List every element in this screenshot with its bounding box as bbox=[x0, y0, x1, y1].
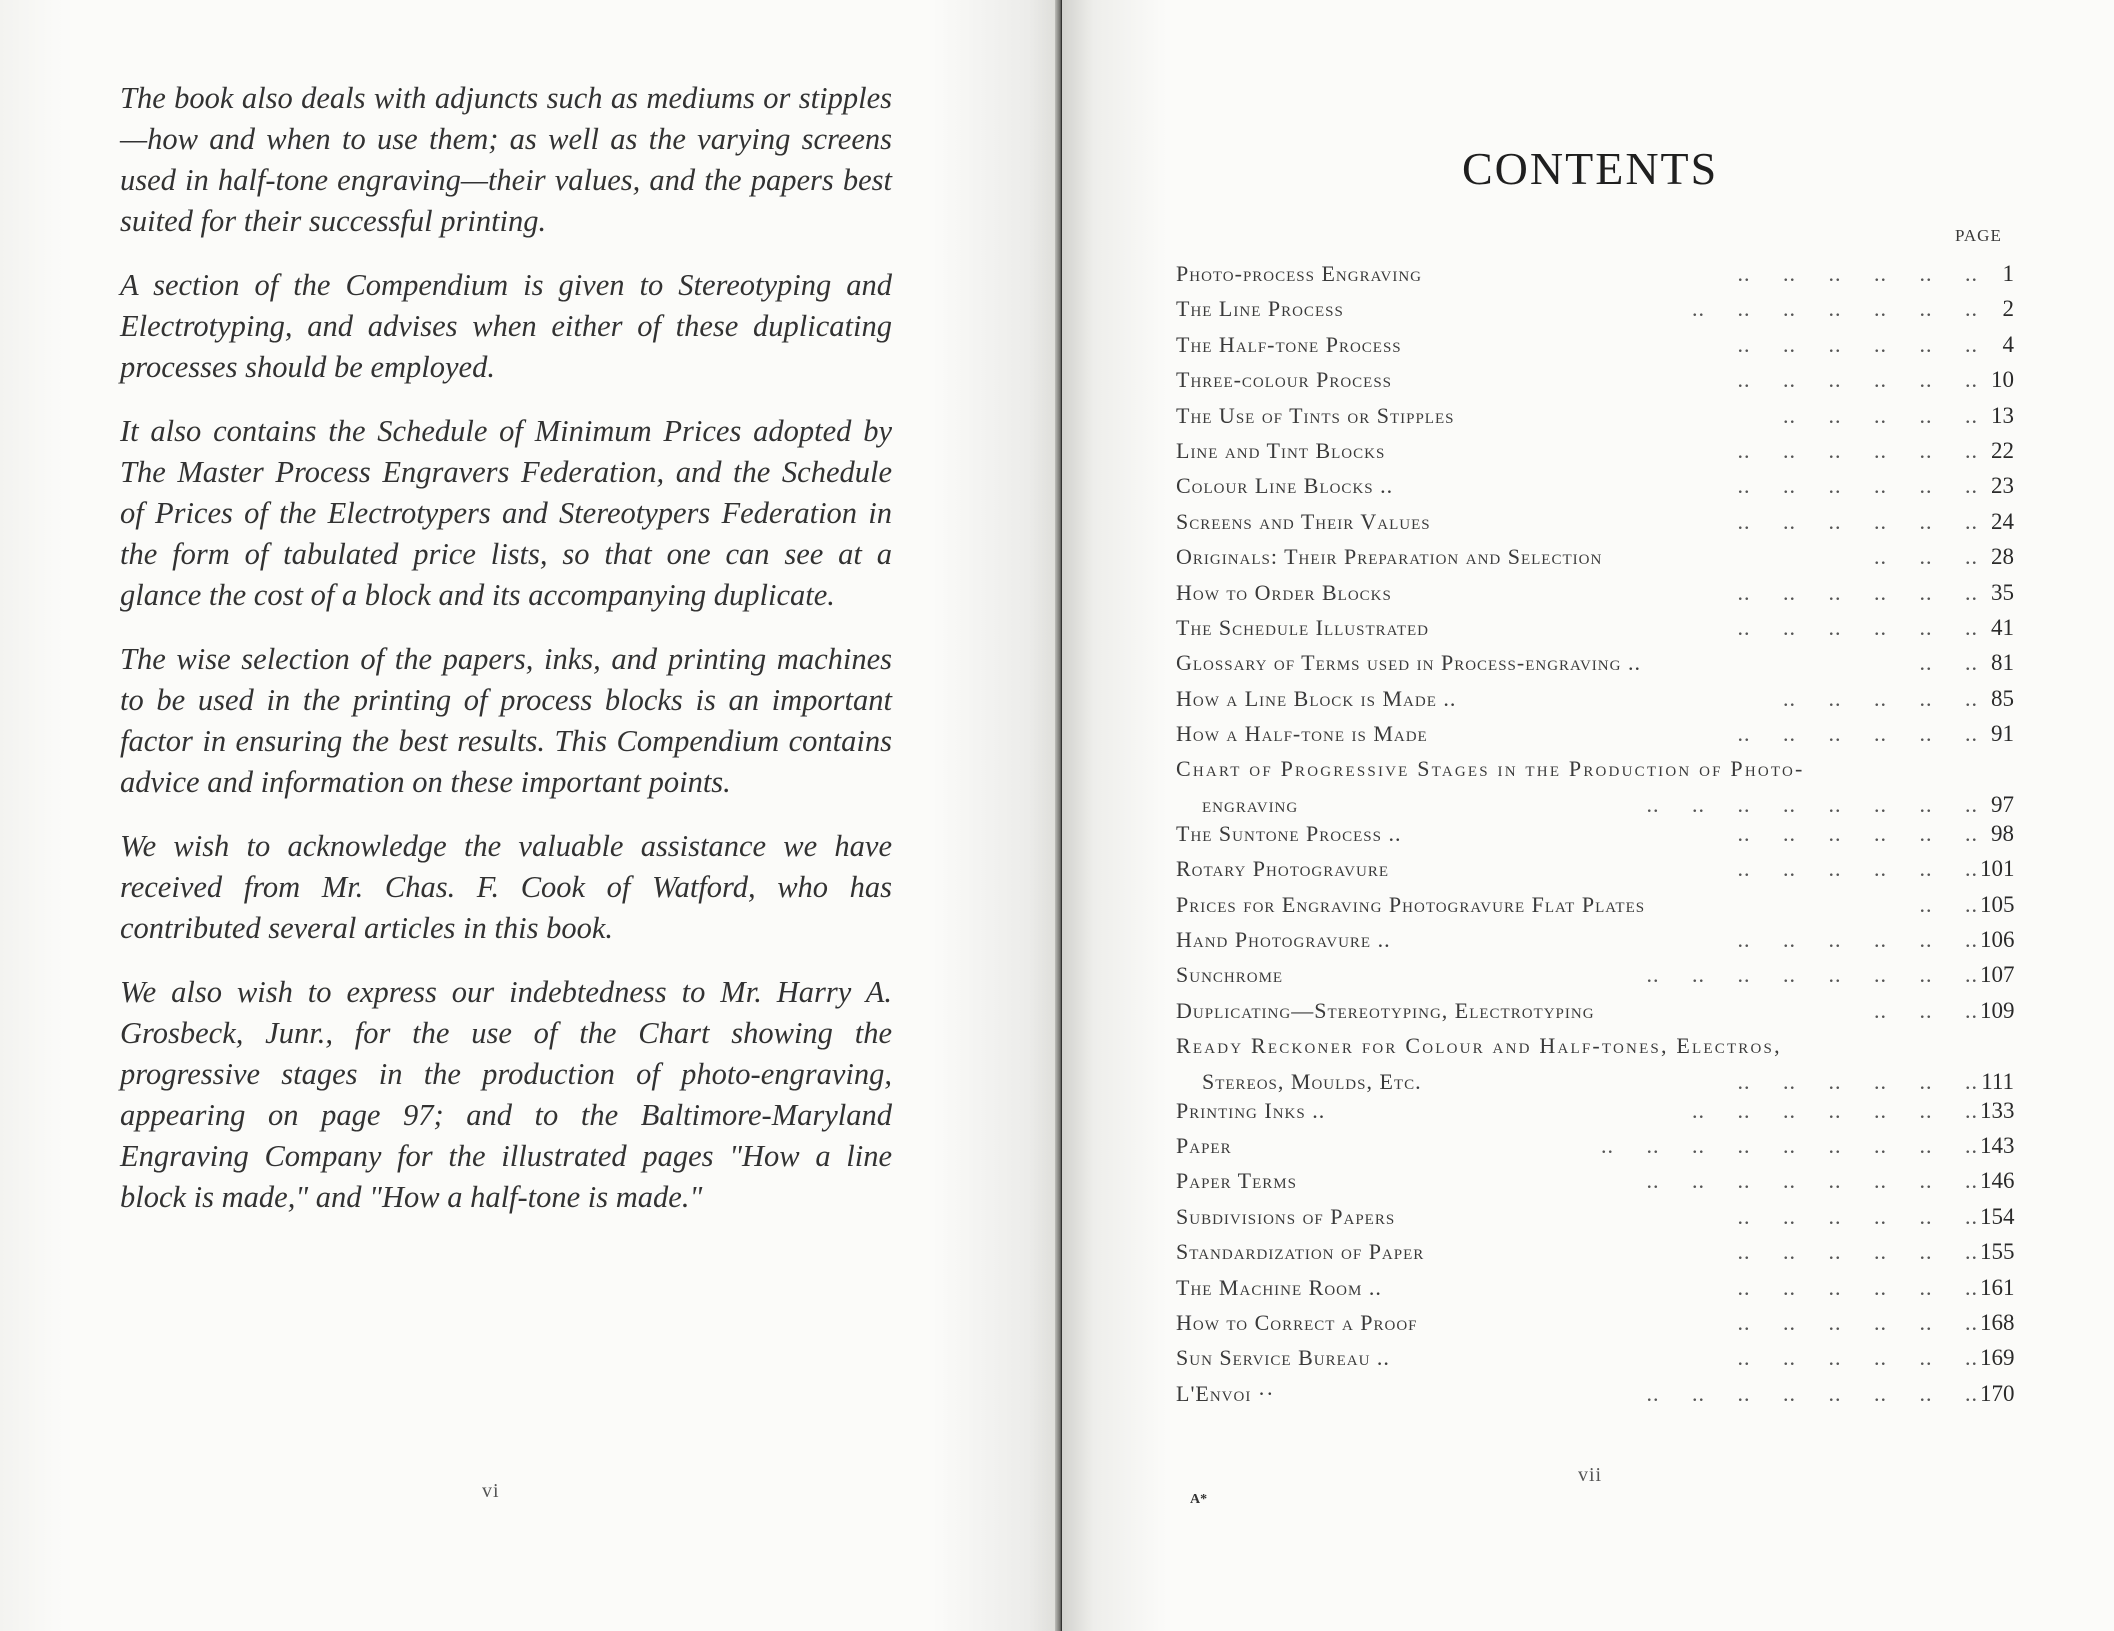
toc-page-number: 109 bbox=[1980, 997, 2015, 1023]
toc-page-number: 161 bbox=[1980, 1274, 2015, 1300]
toc-entry-title: How a Line Block is Made .. bbox=[1176, 685, 1457, 711]
toc-entry bbox=[1176, 1094, 2014, 1129]
toc-entry-title: Chart of Progressive Stages in the Production of Photo- bbox=[1176, 756, 1805, 782]
toc-entry-title: Stereos, Moulds, Etc. bbox=[1202, 1068, 1422, 1094]
toc-entry-title: Colour Line Blocks .. bbox=[1176, 473, 1394, 499]
toc-page-number: 133 bbox=[1980, 1097, 2015, 1123]
toc-entry-title: Ready Reckoner for Colour and Half-tones, Electros, bbox=[1176, 1033, 1782, 1059]
toc-entry bbox=[1176, 1065, 2014, 1094]
toc-entry bbox=[1176, 817, 2014, 852]
toc-entry-title: How to Order Blocks bbox=[1176, 579, 1392, 605]
toc-leader-dots: .. .. .. .. .. .. .. .. bbox=[1646, 1380, 1978, 1406]
toc-entry bbox=[1176, 923, 2014, 958]
toc-entry-title: Subdivisions of Papers bbox=[1176, 1203, 1396, 1229]
toc-entry-title: Glossary of Terms used in Process-engraving .. bbox=[1176, 650, 1641, 676]
toc-entry-title: The Use of Tints or Stipples bbox=[1176, 402, 1455, 428]
toc-entry-title: L'Envoi ·· bbox=[1176, 1380, 1275, 1406]
toc-leader-dots: .. .. .. .. .. .. bbox=[1737, 820, 1978, 846]
toc-page-number: 91 bbox=[1991, 721, 2014, 747]
toc-entry bbox=[1176, 994, 2014, 1029]
toc-entry-title: Prices for Engraving Photogravure Flat Plates bbox=[1176, 891, 1646, 917]
toc-entry bbox=[1176, 958, 2014, 993]
toc-entry-title: Three-colour Process bbox=[1176, 367, 1393, 393]
toc-entry-title: How to Correct a Proof bbox=[1176, 1309, 1418, 1335]
toc-leader-dots: .. .. bbox=[1919, 891, 1978, 917]
toc-entry bbox=[1176, 646, 2014, 681]
toc-page-number: 105 bbox=[1980, 891, 2015, 917]
toc-leader-dots: .. .. .. .. .. .. bbox=[1737, 721, 1978, 747]
toc-leader-dots: .. .. .. .. .. .. bbox=[1737, 367, 1978, 393]
toc-leader-dots: .. .. .. .. .. .. .. bbox=[1692, 1097, 1978, 1123]
toc-entry bbox=[1176, 682, 2014, 717]
toc-entry-title: Duplicating—Stereotyping, Electrotyping bbox=[1176, 997, 1595, 1023]
toc-entry bbox=[1176, 1129, 2014, 1164]
toc-page-number: 81 bbox=[1991, 650, 2014, 676]
toc-leader-dots: .. .. .. .. .. .. bbox=[1737, 331, 1978, 357]
toc-page-number: 98 bbox=[1991, 820, 2014, 846]
toc-leader-dots: .. .. .. .. .. .. bbox=[1737, 1309, 1978, 1335]
toc-leader-dots: .. .. .. .. .. .. .. .. bbox=[1646, 791, 1978, 817]
toc-entry bbox=[1176, 1377, 2014, 1412]
toc-page-number: 155 bbox=[1980, 1239, 2015, 1265]
toc-entry-title: Originals: Their Preparation and Selection bbox=[1176, 544, 1603, 570]
toc-page-number: 146 bbox=[1980, 1168, 2015, 1194]
toc-leader-dots: .. .. .. .. .. .. bbox=[1737, 579, 1978, 605]
preface-text bbox=[120, 78, 892, 1241]
toc-page-number: 101 bbox=[1980, 856, 2015, 882]
toc-entry bbox=[1176, 505, 2014, 540]
toc-entry-title: The Half-tone Process bbox=[1176, 331, 1402, 357]
preface-paragraph: We wish to acknowledge the valuable assistance we have received from Mr. Chas. F. Cook of Watford, who has contributed several articles in this book. bbox=[120, 829, 892, 945]
toc-page-number: 107 bbox=[1980, 962, 2015, 988]
toc-entry-title: engraving bbox=[1202, 791, 1299, 817]
toc-entry-title: Standardization of Paper bbox=[1176, 1239, 1425, 1265]
toc-entry-title: The Machine Room .. bbox=[1176, 1274, 1382, 1300]
toc-leader-dots: .. .. .. .. .. .. bbox=[1737, 1239, 1978, 1265]
toc-entry bbox=[1176, 1271, 2014, 1306]
toc-entry bbox=[1176, 752, 2014, 787]
toc-entry bbox=[1176, 540, 2014, 575]
preface-paragraph: The book also deals with adjuncts such as mediums or stipples—how and when to use them; as well as the varying screens used in half-tone engraving—their values, and the papers best suited for their successful printing. bbox=[120, 81, 892, 238]
toc-page-number: 41 bbox=[1991, 614, 2014, 640]
page-number-left: vi bbox=[482, 1480, 500, 1502]
preface-paragraph: A section of the Compendium is given to Stereotyping and Electrotyping, and advises when either of these duplicating processes should be employed. bbox=[120, 268, 892, 384]
toc-leader-dots: .. .. .. .. .. .. bbox=[1737, 856, 1978, 882]
contents-heading: CONTENTS bbox=[1462, 143, 1719, 194]
toc-entry bbox=[1176, 611, 2014, 646]
toc-leader-dots: .. .. .. .. .. .. bbox=[1737, 1203, 1978, 1229]
toc-entry-title: Screens and Their Values bbox=[1176, 508, 1431, 534]
toc-entry bbox=[1176, 852, 2014, 887]
preface-paragraph: The wise selection of the papers, inks, and printing machines to be used in the printing of process blocks is an important factor in ensuring the best results. This Compendium contains advice and information on these important points. bbox=[120, 642, 892, 799]
preface-paragraph: It also contains the Schedule of Minimum Prices adopted by The Master Process Engravers Federation, and the Schedule of Prices of the Electrotypers and Stereotypers Federation in the form of tabulated price lists, so that one can see at a glance the cost of a block and its accompanying duplicate. bbox=[120, 414, 892, 612]
toc-entry-title: The Line Process bbox=[1176, 296, 1344, 322]
page-column-heading: PAGE bbox=[1955, 226, 2002, 245]
toc-page-number: 22 bbox=[1991, 437, 2014, 463]
toc-entry bbox=[1176, 257, 2014, 292]
toc-leader-dots: .. .. .. .. .. .. bbox=[1737, 437, 1978, 463]
signature-mark: A* bbox=[1190, 1492, 1208, 1507]
toc-page-number: 24 bbox=[1991, 508, 2014, 534]
toc-entry bbox=[1176, 576, 2014, 611]
toc-leader-dots: .. .. .. .. .. .. .. .. bbox=[1646, 1168, 1978, 1194]
toc-entry bbox=[1176, 1029, 2014, 1064]
toc-entry bbox=[1176, 399, 2014, 434]
toc-page-number: 143 bbox=[1980, 1132, 2015, 1158]
toc-page-number: 170 bbox=[1980, 1380, 2015, 1406]
preface-paragraph: We also wish to express our indebtedness to Mr. Harry A. Grosbeck, Junr., for the use of the Chart showing the progressive stages in the production of photo-engraving, appearing on page 97; and to the Baltimore-Maryland Engraving Company for the illustrated pages "How a line block is made," and "How a half-tone is made." bbox=[120, 975, 892, 1214]
toc-entry bbox=[1176, 888, 2014, 923]
toc-entry bbox=[1176, 328, 2014, 363]
toc-page-number: 1 bbox=[2002, 261, 2014, 286]
toc-leader-dots: .. .. .. .. .. .. bbox=[1737, 1274, 1978, 1300]
toc-page-number: 169 bbox=[1980, 1345, 2015, 1371]
toc-entry bbox=[1176, 469, 2014, 504]
toc-leader-dots: .. .. .. bbox=[1874, 544, 1978, 570]
toc-entry-title: How a Half-tone is Made bbox=[1176, 721, 1428, 747]
toc-entry-title: Line and Tint Blocks bbox=[1176, 437, 1386, 463]
toc-entry-title: Paper Terms bbox=[1176, 1168, 1297, 1194]
toc-entry bbox=[1176, 363, 2014, 398]
toc-entry bbox=[1176, 1341, 2014, 1376]
toc-entry-title: Sunchrome bbox=[1176, 962, 1284, 988]
toc-leader-dots: .. .. .. .. .. .. bbox=[1737, 473, 1978, 499]
table-of-contents bbox=[1176, 257, 2014, 1412]
toc-entry-title: Paper bbox=[1176, 1132, 1232, 1158]
toc-entry bbox=[1176, 1306, 2014, 1341]
toc-leader-dots: .. .. bbox=[1919, 650, 1978, 676]
toc-entry bbox=[1176, 717, 2014, 752]
toc-leader-dots: .. .. .. .. .. .. bbox=[1737, 1068, 1978, 1094]
toc-leader-dots: .. .. .. bbox=[1874, 997, 1978, 1023]
toc-entry-title: Rotary Photogravure bbox=[1176, 856, 1390, 882]
toc-leader-dots: .. .. .. .. .. .. bbox=[1737, 508, 1978, 534]
toc-entry-title: Hand Photogravure .. bbox=[1176, 927, 1391, 953]
toc-leader-dots: .. .. .. .. .. bbox=[1783, 685, 1978, 711]
toc-page-number: 4 bbox=[2002, 331, 2014, 357]
toc-entry-title: Sun Service Bureau .. bbox=[1176, 1345, 1390, 1371]
toc-entry-title: The Suntone Process .. bbox=[1176, 820, 1402, 846]
toc-page-number: 10 bbox=[1991, 367, 2014, 393]
toc-page-number: 85 bbox=[1991, 685, 2014, 711]
toc-leader-dots: .. .. .. .. .. bbox=[1783, 402, 1978, 428]
toc-leader-dots: .. .. .. .. .. .. .. .. bbox=[1646, 962, 1978, 988]
toc-page-number: 23 bbox=[1991, 473, 2014, 499]
toc-page-number: 111 bbox=[1981, 1068, 2014, 1094]
toc-leader-dots: .. .. .. .. .. .. bbox=[1737, 614, 1978, 640]
toc-entry bbox=[1176, 1164, 2014, 1199]
toc-leader-dots: .. .. .. .. .. .. .. .. .. bbox=[1601, 1132, 1978, 1158]
toc-leader-dots: .. .. .. .. .. .. bbox=[1737, 261, 1978, 286]
toc-entry-title: Printing Inks .. bbox=[1176, 1097, 1326, 1123]
toc-page-number: 97 bbox=[1991, 791, 2014, 817]
toc-page-number: 168 bbox=[1980, 1309, 2015, 1335]
page-number-right: vii bbox=[1578, 1464, 1603, 1486]
toc-leader-dots: .. .. .. .. .. .. .. bbox=[1692, 296, 1978, 322]
toc-page-number: 28 bbox=[1991, 544, 2014, 570]
toc-page-number: 13 bbox=[1991, 402, 2014, 428]
toc-entry bbox=[1176, 292, 2014, 327]
toc-page-number: 2 bbox=[2002, 296, 2014, 322]
toc-entry bbox=[1176, 1235, 2014, 1270]
toc-page-number: 35 bbox=[1991, 579, 2014, 605]
toc-page-number: 154 bbox=[1980, 1203, 2015, 1229]
toc-entry-title: Photo-process Engraving bbox=[1176, 261, 1422, 286]
toc-entry bbox=[1176, 788, 2014, 817]
toc-entry bbox=[1176, 434, 2014, 469]
toc-entry-title: The Schedule Illustrated bbox=[1176, 614, 1429, 640]
toc-leader-dots: .. .. .. .. .. .. bbox=[1737, 1345, 1978, 1371]
toc-page-number: 106 bbox=[1980, 927, 2015, 953]
toc-entry bbox=[1176, 1200, 2014, 1235]
toc-leader-dots: .. .. .. .. .. .. bbox=[1737, 927, 1978, 953]
